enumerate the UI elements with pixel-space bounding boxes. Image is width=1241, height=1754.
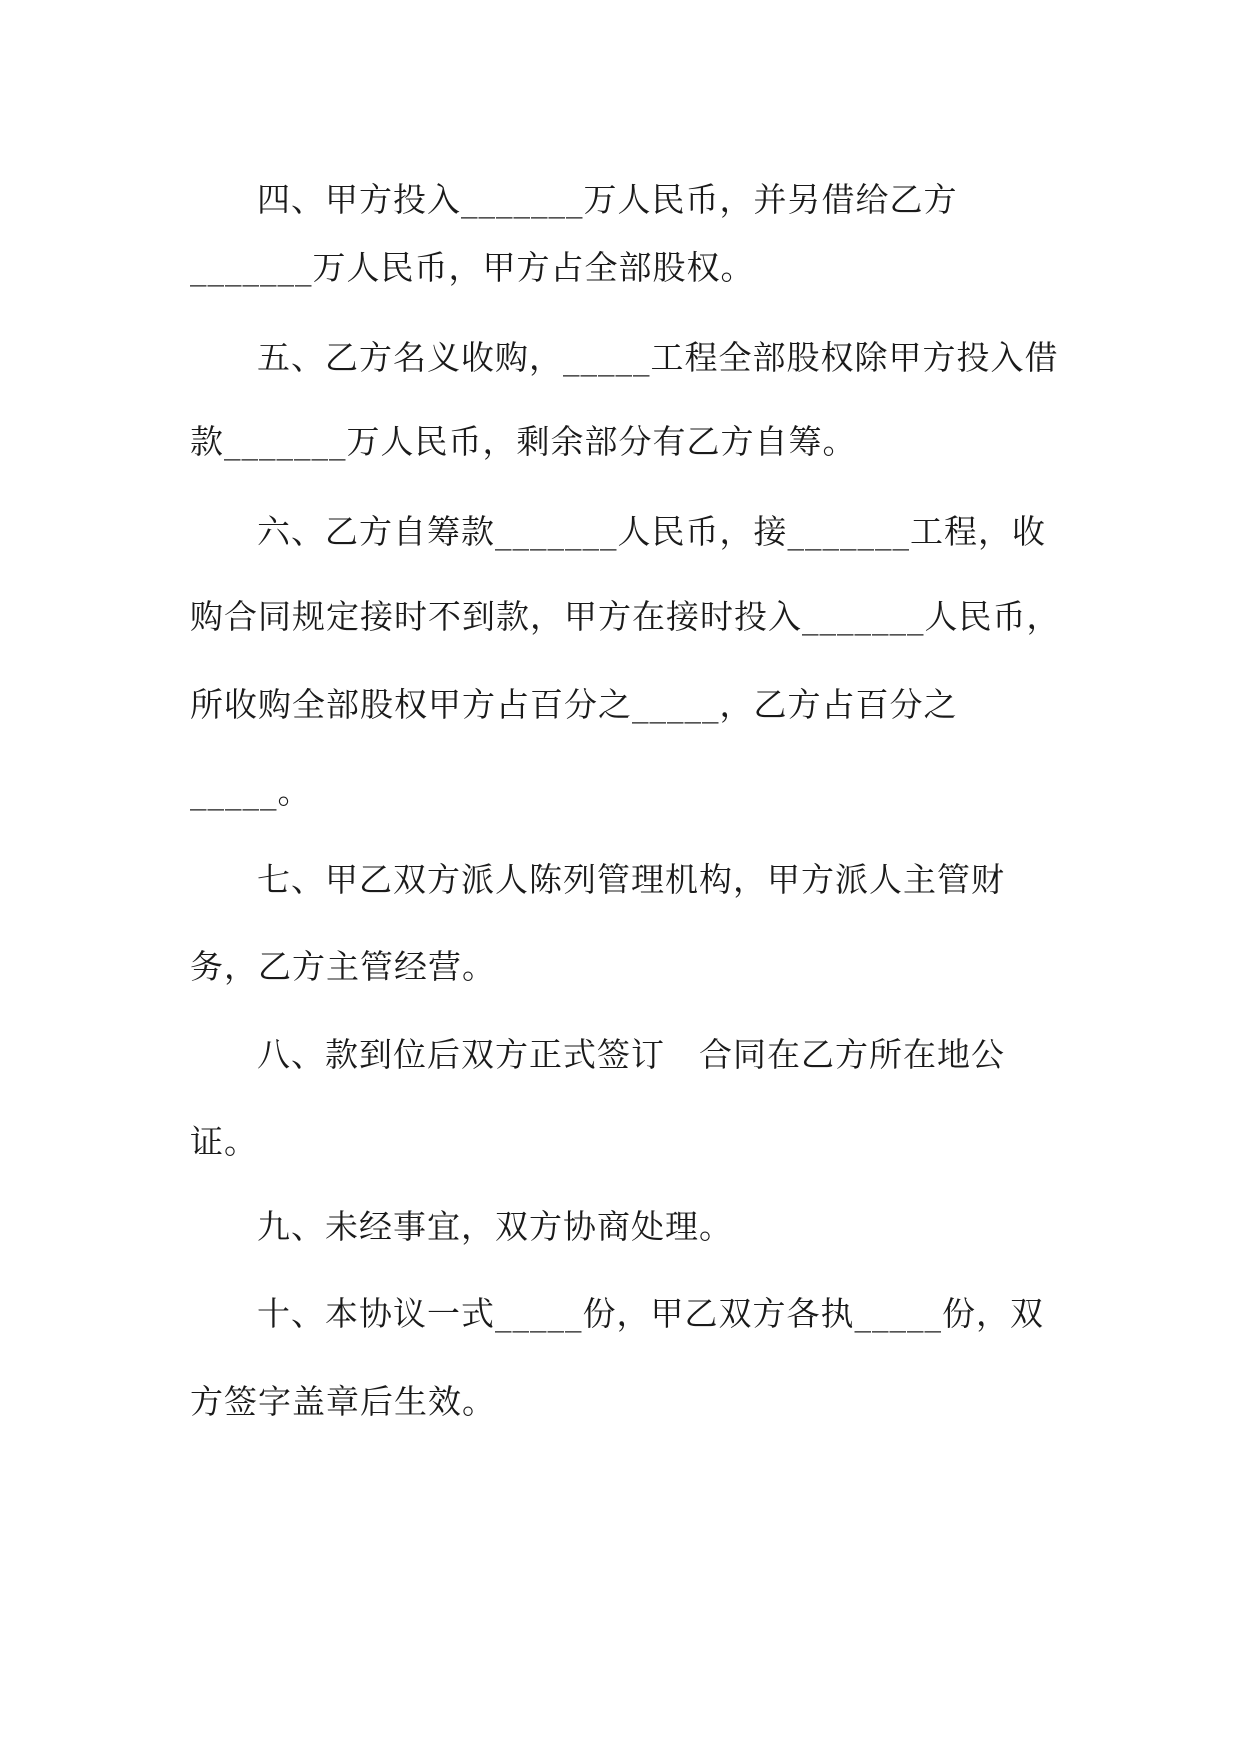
clause-4-line-2: _______万人民币，甲方占全部股权。 bbox=[190, 248, 755, 287]
clause-8-line-2: 证。 bbox=[190, 1122, 258, 1161]
clause-6-line-3: 所收购全部股权甲方占百分之_____，乙方占百分之 bbox=[190, 685, 958, 724]
clause-6-line-2: 购合同规定接时不到款，甲方在接时投入_______人民币， bbox=[190, 597, 1061, 636]
clause-10-line-1: 十、本协议一式_____份，甲乙双方各执_____份，双 bbox=[257, 1294, 1044, 1333]
clause-5-line-1: 五、乙方名义收购，_____工程全部股权除甲方投入借 bbox=[257, 338, 1059, 377]
clause-10-line-2: 方签字盖章后生效。 bbox=[190, 1382, 496, 1421]
clause-8-line-1: 八、款到位后双方正式签订 合同在乙方所在地公 bbox=[257, 1035, 1005, 1074]
clause-6-line-1: 六、乙方自筹款_______人民币，接_______工程，收 bbox=[257, 512, 1046, 551]
clause-7-line-1: 七、甲乙双方派人陈列管理机构，甲方派人主管财 bbox=[257, 860, 1005, 899]
clause-9-line-1: 九、未经事宜，双方协商处理。 bbox=[257, 1207, 733, 1246]
clause-6-line-4: _____。 bbox=[190, 772, 312, 811]
clause-4-line-1: 四、甲方投入_______万人民币，并另借给乙方 bbox=[257, 180, 958, 219]
clause-7-line-2: 务，乙方主管经营。 bbox=[190, 947, 496, 986]
clause-5-line-2: 款_______万人民币，剩余部分有乙方自筹。 bbox=[190, 422, 857, 461]
